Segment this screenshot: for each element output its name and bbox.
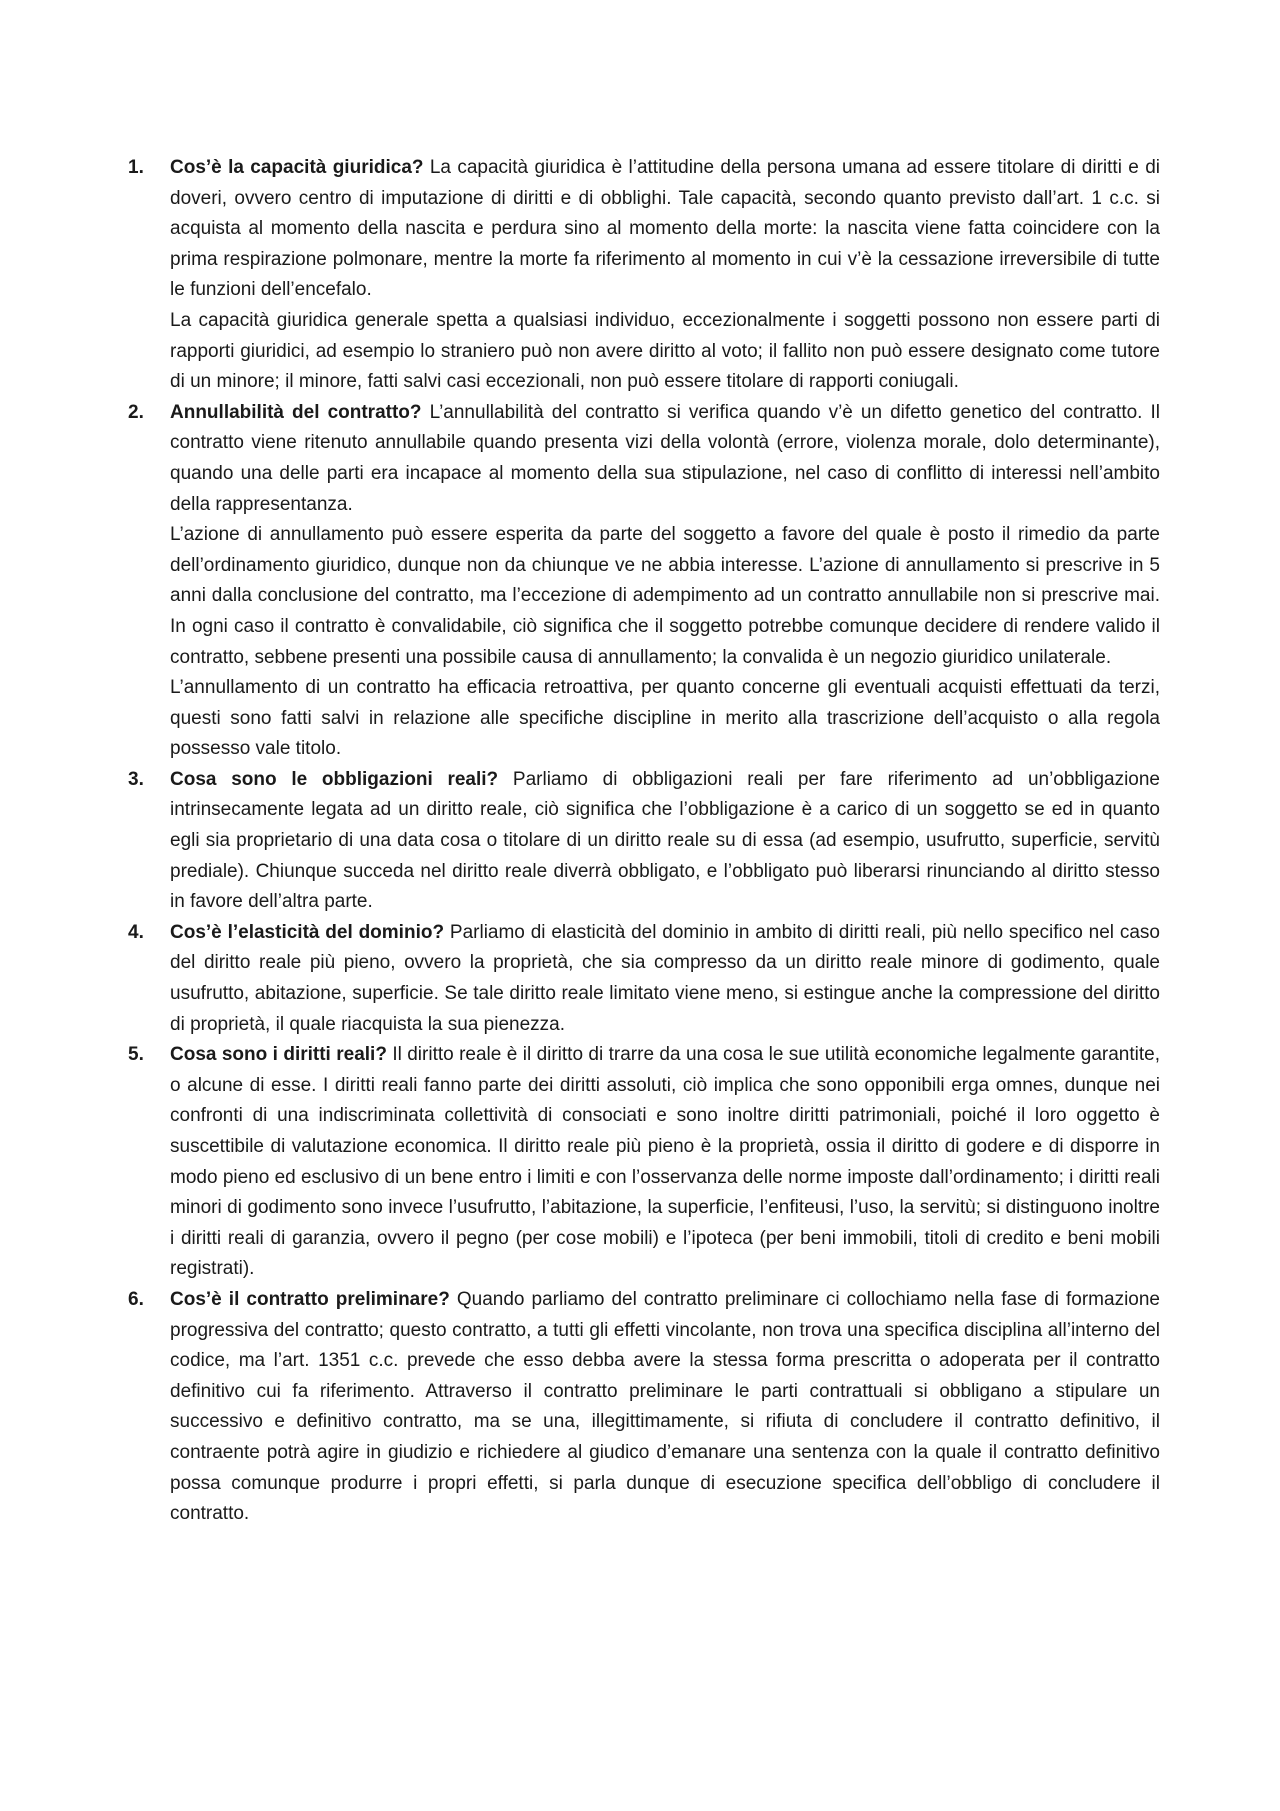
question-item [128, 918, 1160, 1040]
answer-text: Il diritto reale è il diritto di trarre da una cosa le sue utilità economiche legalmente garantite, o alcune di esse. I diritti reali fanno parte dei diritti assoluti, ciò implica che sono opponibili erga omnes, dunque nei confronti di una indiscriminata collettività di consociati e sono inoltre diritti patrimoniali, poiché il loro oggetto è suscettibile di valutazione economica. Il diritto reale più pieno è la proprietà, ossia il diritto di godere e di disporre in modo pieno ed esclusivo di un bene entro i limiti e con l’osservanza delle norme imposte dall’ordinamento; i diritti reali minori di godimento sono invece l’usufrutto, l’abitazione, la superficie, l’enfiteusi, l’uso, la servitù; si distinguono inoltre i diritti reali di garanzia, ovvero il pegno (per cose mobili) e l’ipoteca (per beni immobili, titoli di credito e beni mobili registrati). [170, 1044, 1161, 1280]
answer-text: Parliamo di obbligazioni reali per fare riferimento ad un’obbligazione intrinsecamente legata ad un diritto reale, ciò significa che l’obbligazione è a carico di un soggetto se ed in quanto egli sia proprietario di una data cosa o titolare di un diritto reale su di essa (ad esempio, usufrutto, superficie, servitù prediale). Chiunque succeda nel diritto reale diverrà obbligato, e l’obbligato può liberarsi rinunciando al diritto stesso in favore dell’altra parte. [170, 768, 1160, 913]
answer-paragraph: La capacità giuridica generale spetta a qualsiasi individuo, eccezionalmente i soggetti possono non essere parti di rapporti giuridici, ad esempio lo straniero può non avere diritto al voto; il fallito non può essere designato come tutore di un minore; il minore, fatti salvi casi eccezionali, non può essere titolare di rapporti coniugali. [170, 309, 1160, 393]
question-item [128, 398, 1160, 765]
question-paragraph [170, 398, 1160, 520]
question-number: 1. [128, 157, 144, 178]
question-paragraph [170, 1285, 1160, 1530]
answer-paragraph: L’azione di annullamento può essere esperita da parte del soggetto a favore del quale è posto il rimedio da parte dell’ordinamento giuridico, dunque non da chiunque ve ne abbia interesse. L’azione di annullamento si prescrive in 5 anni dalla conclusione del contratto, ma l’eccezione di adempimento ad un contratto annullabile non si prescrive mai. In ogni caso il contratto è convalidabile, ciò significa che il soggetto potrebbe comunque decidere di rendere valido il contratto, sebbene presenti una possibile causa di annullamento; la convalida è un negozio giuridico unilaterale. [170, 524, 1160, 668]
question-title: Cos’è la capacità giuridica? [170, 157, 424, 178]
question-paragraph [170, 1040, 1160, 1285]
answer-text: Quando parliamo del contratto preliminare ci collochiamo nella fase di formazione progressiva del contratto; questo contratto, a tutti gli effetti vincolante, non trova una specifica disciplina all’interno del codice, ma l’art. 1351 c.c. prevede che esso debba avere la stessa forma prescritta o adoperata per il contratto definitivo cui fa riferimento. Attraverso il contratto preliminare le parti contrattuali si obbligano a stipulare un successivo e definitivo contratto, ma se una, illegittimamente, si rifiuta di concludere il contratto definitivo, il contraente potrà agire in giudizio e richiedere al giudico d’emanare una sentenza con la quale il contratto definitivo possa comunque produrre i propri effetti, si parla dunque di esecuzione specifica dell’obbligo di concludere il contratto. [170, 1288, 1160, 1525]
question-title: Annullabilità del contratto? [170, 401, 422, 423]
answer-paragraph: L’annullamento di un contratto ha efficacia retroattiva, per quanto concerne gli eventuali acquisti effettuati da terzi, questi sono fatti salvi in relazione alle specifiche discipline in merito alla trascrizione dell’acquisto o alla regola possesso vale titolo. [170, 677, 1160, 760]
question-number: 3. [128, 768, 144, 790]
questions-list [128, 153, 1161, 1530]
question-number: 6. [128, 1288, 144, 1310]
question-item [128, 153, 1160, 398]
question-item [128, 1285, 1160, 1530]
question-title: Cos’è l’elasticità del dominio? [170, 921, 445, 943]
question-item [128, 765, 1160, 918]
question-paragraph [170, 918, 1160, 1040]
answer-text: Parliamo di elasticità del dominio in ambito di diritti reali, più nello specifico nel caso del diritto reale più pieno, ovvero la proprietà, che sia compresso da un diritto reale minore di godimento, quale usufrutto, abitazione, superficie. Se tale diritto reale limitato viene meno, si estingue anche la compressione del diritto di proprietà, il quale riacquista la sua pienezza. [170, 921, 1160, 1035]
question-paragraph [170, 765, 1160, 918]
answer-text: L’annullabilità del contratto si verifica quando v’è un difetto genetico del contratto. Il contratto viene ritenuto annullabile quando presenta vizi della volontà (errore, violenza morale, dolo determinante), quando una delle parti era incapace al momento della sua stipulazione, nel caso di conflitto di interessi nell’ambito della rappresentanza. [170, 401, 1160, 515]
question-number: 5. [128, 1044, 144, 1066]
question-number: 4. [128, 921, 144, 943]
question-paragraph [170, 153, 1160, 306]
question-number: 2. [128, 401, 144, 423]
question-title: Cosa sono le obbligazioni reali? [170, 768, 499, 790]
answer-text: La capacità giuridica è l’attitudine della persona umana ad essere titolare di diritti e di doveri, ovvero centro di imputazione di diritti e di obblighi. Tale capacità, secondo quanto previsto dall’art. 1 c.c. si acquista al momento della nascita e perdura sino al momento della morte: la nascita viene fatta coincidere con la prima respirazione polmonare, mentre la morte fa riferimento al momento in cui v’è la cessazione irreversibile di tutte le funzioni dell’encefalo. [170, 157, 1160, 301]
question-title: Cos’è il contratto preliminare? [170, 1288, 450, 1310]
question-title: Cosa sono i diritti reali? [170, 1044, 387, 1066]
question-item [128, 1040, 1161, 1285]
